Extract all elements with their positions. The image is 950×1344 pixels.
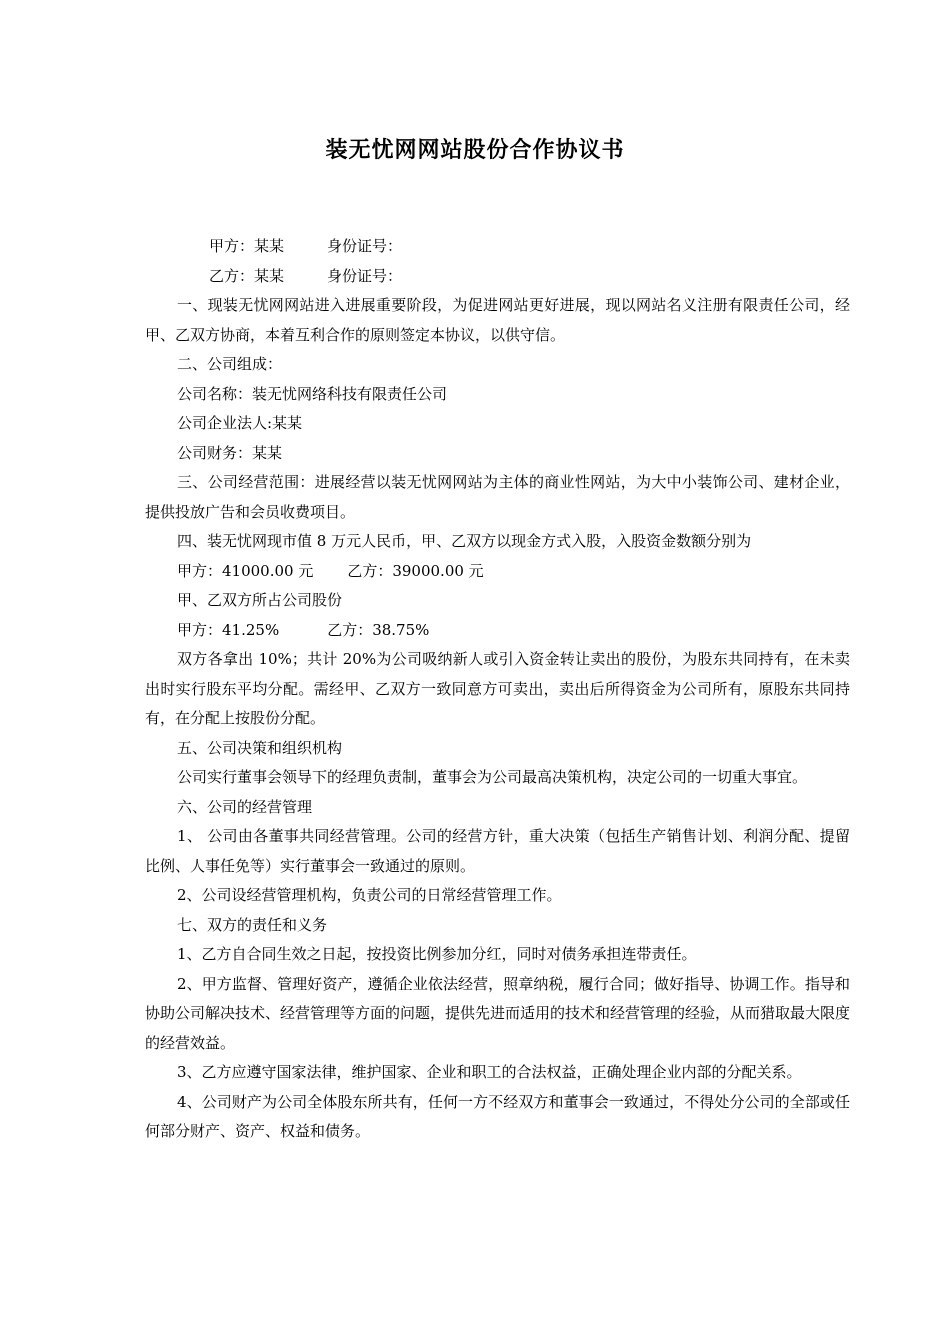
section-heading: 二、公司组成：	[177, 355, 283, 373]
document-title: 装无忧网网站股份合作协议书	[325, 138, 625, 163]
paragraph: 公司实行董事会领导下的经理负责制，董事会为公司最高决策机构，决定公司的一切重大事宜。	[177, 768, 808, 786]
paragraph: 一、现装无忧网网站进入进展重要阶段，为促进网站更好进展，现以网站名义注册有限责任公司，经甲、乙双方协商，本着互利合作的原则签定本协议，以供守信。	[145, 296, 850, 344]
paragraph: 4、公司财产为公司全体股东所共有，任何一方不经双方和董事会一致通过，不得处分公司的全部或任何部分财产、资产、权益和债务。	[145, 1092, 850, 1140]
paragraph: 1、乙方自合同生效之日起，按投资比例参加分红，同时对债务承担连带责任。	[177, 945, 697, 963]
share-a: 甲方：41.25%	[177, 620, 280, 639]
party-a-line	[145, 232, 850, 262]
party-b-label: 乙方：某某	[209, 266, 285, 285]
paragraph: 1、 公司由各董事共同经营管理。公司的经营方针，重大决策（包括生产销售计划、利润分配、提留比例、人事任免等）实行董事会一致通过的原则。	[145, 827, 850, 875]
paragraph: 三、公司经营范围：进展经营以装无忧网网站为主体的商业性网站，为大中小装饰公司、建材企业，提供投放广告和会员收费项目。	[145, 473, 850, 521]
paragraph: 3、乙方应遵守国家法律，维护国家、企业和职工的合法权益，正确处理企业内部的分配关系。	[177, 1063, 802, 1081]
party-b-line	[145, 262, 850, 292]
party-a-id-label: 身份证号：	[327, 237, 403, 255]
party-b-id-label: 身份证号：	[327, 266, 403, 285]
paragraph: 公司名称：装无忧网络科技有限责任公司	[177, 384, 448, 403]
party-a-label: 甲方：某某	[209, 237, 285, 255]
share-heading: 甲、乙双方所占公司股份	[177, 591, 343, 609]
paragraph: 2、公司设经营管理机构，负责公司的日常经营管理工作。	[177, 886, 562, 904]
paragraph: 2、甲方监督、管理好资产，遵循企业依法经营，照章纳税，履行合同；做好指导、协调工作。指导和协助公司解决技术、经营管理等方面的问题，提供先进而适用的技术和经营管理的经验，从而猎取最大限度的经营效益。	[145, 974, 851, 1052]
capital-line	[145, 557, 850, 587]
capital-b: 乙方：39000.00 元	[347, 561, 484, 580]
share-b: 乙方：38.75%	[327, 620, 430, 639]
document-body	[145, 232, 850, 1147]
paragraph: 双方各拿出 10%；共计 20%为公司吸纳新人或引入资金转让卖出的股份，为股东共同持有，在未卖出时实行股东平均分配。需经甲、乙双方一致同意方可卖出，卖出后所得资金为公司所有，原股东共同持有，在分配上按股份分配。	[145, 650, 850, 727]
paragraph: 公司财务：某某	[177, 443, 283, 462]
section-heading: 七、双方的责任和义务	[177, 915, 328, 934]
section-heading: 六、公司的经营管理	[177, 797, 313, 816]
capital-a: 甲方：41000.00 元	[177, 561, 314, 580]
paragraph: 公司企业法人:某某	[177, 414, 303, 432]
section-heading: 五、公司决策和组织机构	[177, 738, 343, 757]
paragraph: 四、装无忧网现市值 8 万元人民币，甲、乙双方以现金方式入股，入股资金数额分别为	[177, 532, 752, 550]
share-line	[145, 616, 850, 646]
